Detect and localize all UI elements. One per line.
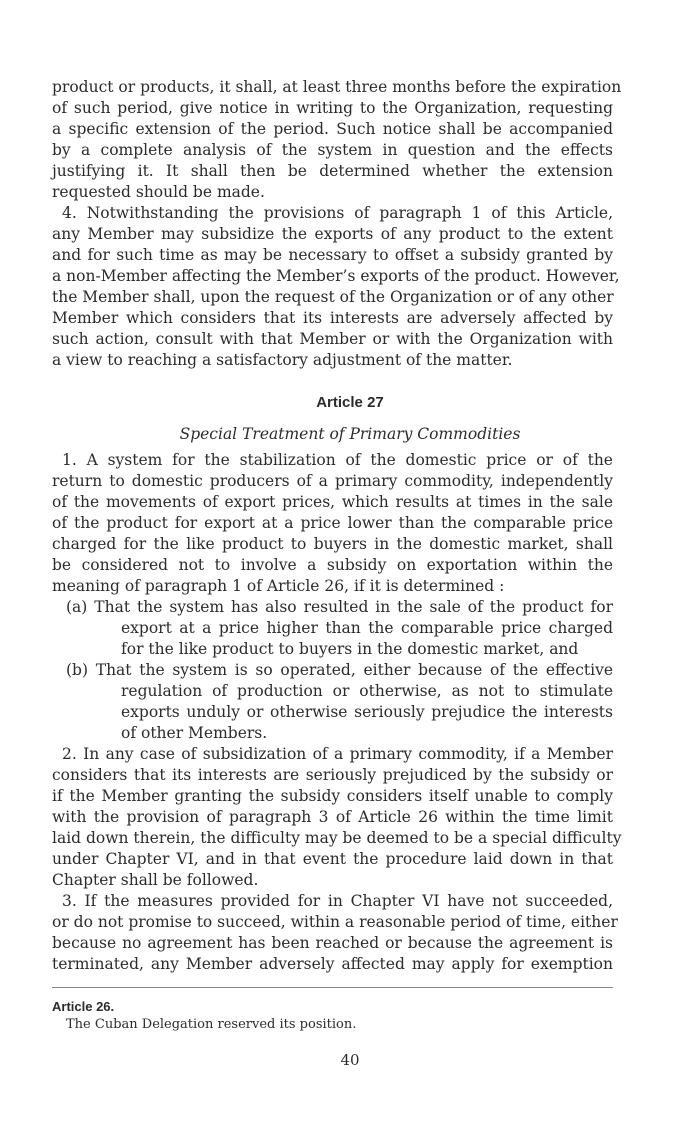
page-number: 40 (340, 1051, 360, 1069)
text-line: a non-Member affecting the Member’s exports of the product. However, (52, 267, 620, 285)
text-line: considers that its interests are seriously prejudiced by the subsidy or (52, 766, 613, 784)
text-line: export at a price higher than the comparable price charged (121, 619, 613, 637)
text-line: 1. A system for the stabilization of the domestic price or of the (62, 451, 613, 469)
text-line: of the product for export at a price lower than the comparable price (52, 514, 613, 532)
text-line: product or products, it shall, at least three months before the expiration (52, 78, 622, 96)
text-line: Member which considers that its interests are adversely affected by (52, 309, 613, 327)
text-line: laid down therein, the difficulty may be deemed to be a special difficulty (52, 829, 622, 847)
article-subheading: Special Treatment of Primary Commodities (179, 425, 521, 443)
footnote-label: Article 26. (52, 999, 115, 1014)
text-line: charged for the like product to buyers in the domestic market, shall (52, 535, 613, 553)
text-line: 4. Notwithstanding the provisions of paragraph 1 of this Article, (62, 204, 613, 222)
text-line: if the Member granting the subsidy considers itself unable to comply (52, 787, 613, 805)
footnote-text: The Cuban Delegation reserved its position. (66, 1017, 357, 1032)
text-line: such action, consult with that Member or with the Organization with (52, 330, 613, 348)
text-line: with the provision of paragraph 3 of Article 26 within the time limit (52, 808, 613, 826)
text-line: regulation of production or otherwise, as not to stimulate (121, 682, 613, 700)
text-line: of other Members. (121, 724, 268, 742)
text-line: requested should be made. (52, 183, 265, 201)
text-line: 2. In any case of subsidization of a primary commodity, if a Member (62, 745, 613, 763)
text-line: Chapter shall be followed. (52, 871, 259, 889)
text-line: under Chapter VI, and in that event the procedure laid down in that (52, 850, 613, 868)
text-line: justifying it. It shall then be determined whether the extension (52, 162, 613, 180)
text-line: return to domestic producers of a primary commodity, independently (52, 472, 613, 490)
text-line: terminated, any Member adversely affected may apply for exemption (52, 955, 613, 973)
footnote-divider (52, 987, 613, 988)
text-line: or do not promise to succeed, within a reasonable period of time, either (52, 913, 618, 931)
text-line: any Member may subsidize the exports of any product to the extent (52, 225, 613, 243)
text-line: the Member shall, upon the request of the Organization or of any other (52, 288, 614, 306)
text-line: by a complete analysis of the system in question and the effects (52, 141, 613, 159)
text-line: a specific extension of the period. Such notice shall be accompanied (52, 120, 613, 138)
text-line: of such period, give notice in writing to the Organization, requesting (52, 99, 613, 117)
text-line: meaning of paragraph 1 of Article 26, if it is determined : (52, 577, 505, 595)
text-line: because no agreement has been reached or because the agreement is (52, 934, 613, 952)
text-line: for the like product to buyers in the domestic market, and (121, 640, 579, 658)
text-line: of the movements of export prices, which results at times in the sale (52, 493, 613, 511)
text-line: be considered not to involve a subsidy on exportation within the (52, 556, 613, 574)
text-line: 3. If the measures provided for in Chapter VI have not succeeded, (62, 892, 613, 910)
list-item: (b) That the system is so operated, either because of the effective (66, 661, 613, 679)
text-line: and for such time as may be necessary to offset a subsidy granted by (52, 246, 613, 264)
text-line: a view to reaching a satisfactory adjustment of the matter. (52, 351, 513, 369)
article-heading: Article 27 (316, 394, 384, 411)
list-item: (a) That the system has also resulted in the sale of the product for (66, 598, 613, 616)
text-line: exports unduly or otherwise seriously prejudice the interests (121, 703, 613, 721)
